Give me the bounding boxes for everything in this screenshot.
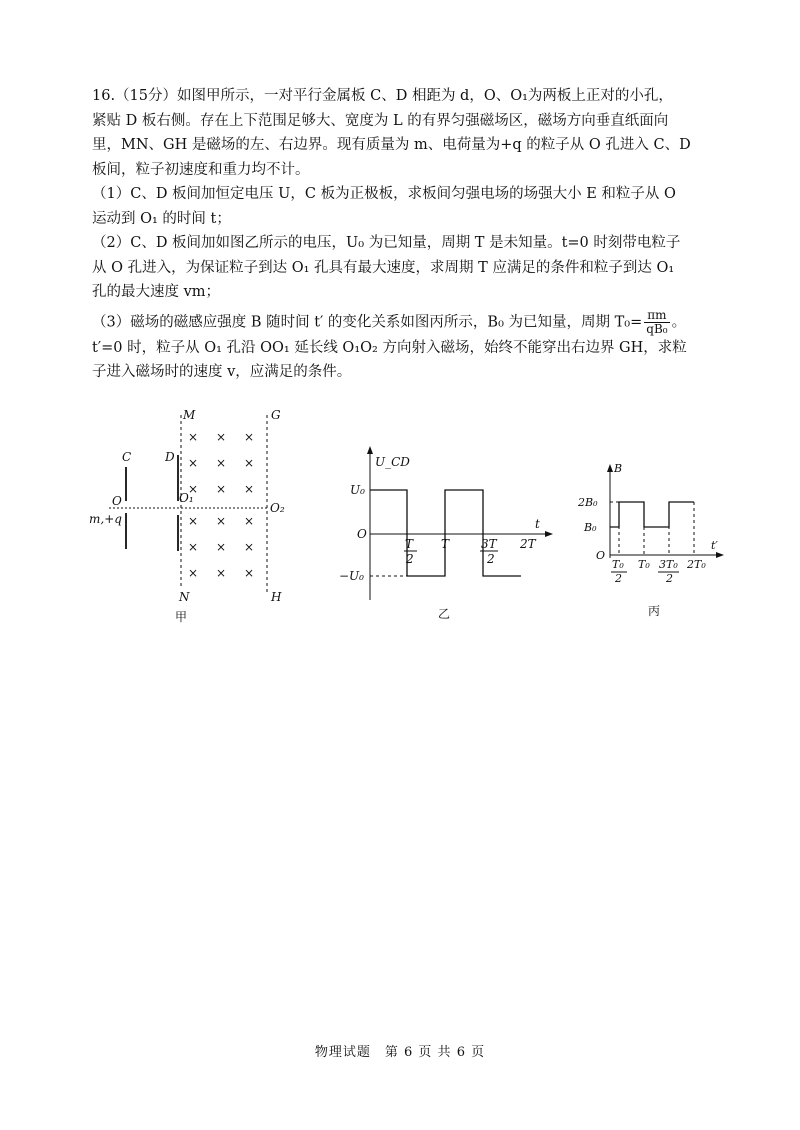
field-cross: ×	[244, 456, 255, 470]
question-3-line: 子进入磁场时的速度 v，应满足的条件。	[92, 364, 352, 380]
x-axis-arrow	[545, 531, 553, 537]
caption-yi: 乙	[438, 607, 451, 621]
caption-bing: 丙	[648, 604, 661, 618]
problem-text	[92, 84, 722, 385]
tick-2b0: 2B₀	[578, 496, 598, 509]
tick-u0: U₀	[350, 483, 365, 497]
label-g: G	[271, 408, 281, 422]
tick-neg-u0: −U₀	[339, 569, 364, 583]
label-n: N	[179, 590, 190, 604]
voltage-waveform	[370, 490, 521, 576]
magnetic-field	[188, 430, 254, 580]
figure-bing	[572, 460, 732, 630]
question-3-line: t′=0 时，粒子从 O₁ 孔沿 OO₁ 延长线 O₁O₂ 方向射入磁场，始终不能穿出右边界 GH，求粒	[92, 339, 687, 356]
tick-3t0-half-den: 2	[666, 572, 673, 585]
question-2-line: 孔的最大速度 vm；	[92, 284, 221, 300]
field-cross: ×	[216, 514, 227, 528]
tick-3t-half-num: 3T	[481, 537, 497, 551]
field-cross: ×	[216, 430, 227, 444]
question-3-text: （3）磁场的磁感应强度 B 随时间 t′ 的变化关系如图丙所示，B₀ 为已知量，周期 T₀=	[92, 314, 643, 330]
field-cross: ×	[244, 540, 255, 554]
label-o2: O₂	[270, 501, 285, 515]
label-h: H	[271, 590, 282, 604]
label-o1: O₁	[179, 491, 194, 505]
tick-t0-half-num: T₀	[612, 558, 624, 571]
x-axis-arrow	[716, 552, 724, 558]
x-axis-label: t	[535, 517, 540, 531]
origin-label: O	[596, 549, 606, 562]
y-axis-label: U_CD	[375, 455, 410, 469]
question-3-text-end: 。	[671, 314, 687, 330]
tick-3t-half-den: 2	[487, 552, 495, 566]
problem-line: 里，MN、GH 是磁场的左、右边界。现有质量为 m、电荷量为+q 的粒子从 O 孔进入 C、D	[92, 137, 691, 153]
fraction-numerator: πm	[644, 309, 669, 323]
problem-line: 紧贴 D 板右侧。存在上下范围足够大、宽度为 L 的有界匀强磁场区，磁场方向垂直纸面向	[92, 112, 669, 129]
field-cross: ×	[244, 514, 255, 528]
tick-t0-half-den: 2	[615, 572, 622, 585]
field-cross: ×	[188, 514, 199, 528]
field-cross: ×	[244, 566, 255, 580]
question-2-line: 从 O 孔进入，为保证粒子到达 O₁ 孔具有最大速度，求周期 T 应满足的条件和粒子到达 O₁	[92, 259, 675, 276]
origin-label: O	[357, 527, 367, 541]
x-axis-label: t′	[711, 539, 718, 552]
field-cross: ×	[188, 540, 199, 554]
b-field-waveform	[610, 502, 694, 527]
question-2-line: （2）C、D 板间加如图乙所示的电压，U₀ 为已知量，周期 T 是未知量。t=0 时刻带电粒子	[92, 235, 681, 251]
label-o: O	[112, 494, 122, 508]
tick-t: T	[441, 537, 450, 551]
question-1-line: 运动到 O₁ 的时间 t；	[92, 210, 231, 227]
field-cross: ×	[216, 540, 227, 554]
question-1-line: （1）C、D 板间加恒定电压 U，C 板为正极板，求板间匀强电场的场强大小 E 和粒子从 O	[92, 186, 676, 202]
tick-t0: T₀	[638, 558, 650, 571]
figure-jia	[85, 405, 310, 630]
y-axis-label: B	[614, 462, 623, 475]
tick-b0: B₀	[584, 521, 597, 534]
tick-3t0-half-num: 3T₀	[659, 558, 678, 571]
label-c: C	[122, 450, 132, 464]
field-cross: ×	[216, 566, 227, 580]
tick-2t0: 2T₀	[687, 558, 706, 571]
tick-2t: 2T	[520, 537, 536, 551]
label-m: M	[183, 408, 196, 422]
problem-line: 16.（15分）如图甲所示，一对平行金属板 C、D 相距为 d，O、O₁为两板上正对的小孔，	[92, 88, 673, 104]
field-cross: ×	[216, 482, 227, 496]
problem-line: 板间，粒子初速度和重力均不计。	[92, 161, 310, 178]
field-cross: ×	[216, 456, 227, 470]
period-fraction	[644, 309, 669, 336]
field-cross: ×	[244, 430, 255, 444]
y-axis-arrow	[367, 446, 373, 454]
y-axis-arrow	[607, 464, 613, 472]
field-cross: ×	[188, 430, 199, 444]
question-3-line	[92, 309, 722, 336]
caption-jia: 甲	[175, 610, 188, 624]
figure-yi	[335, 440, 560, 630]
fraction-denominator: qB₀	[646, 321, 668, 336]
page-footer: 物理试题 第 6 页 共 6 页	[314, 1045, 486, 1060]
label-particle: m,+q	[89, 512, 122, 526]
tick-t-half-den: 2	[406, 552, 414, 566]
label-d: D	[165, 450, 175, 464]
field-cross: ×	[188, 482, 199, 496]
field-cross: ×	[244, 482, 255, 496]
field-cross: ×	[188, 566, 199, 580]
tick-t-half-num: T	[405, 537, 414, 551]
field-cross: ×	[188, 456, 199, 470]
